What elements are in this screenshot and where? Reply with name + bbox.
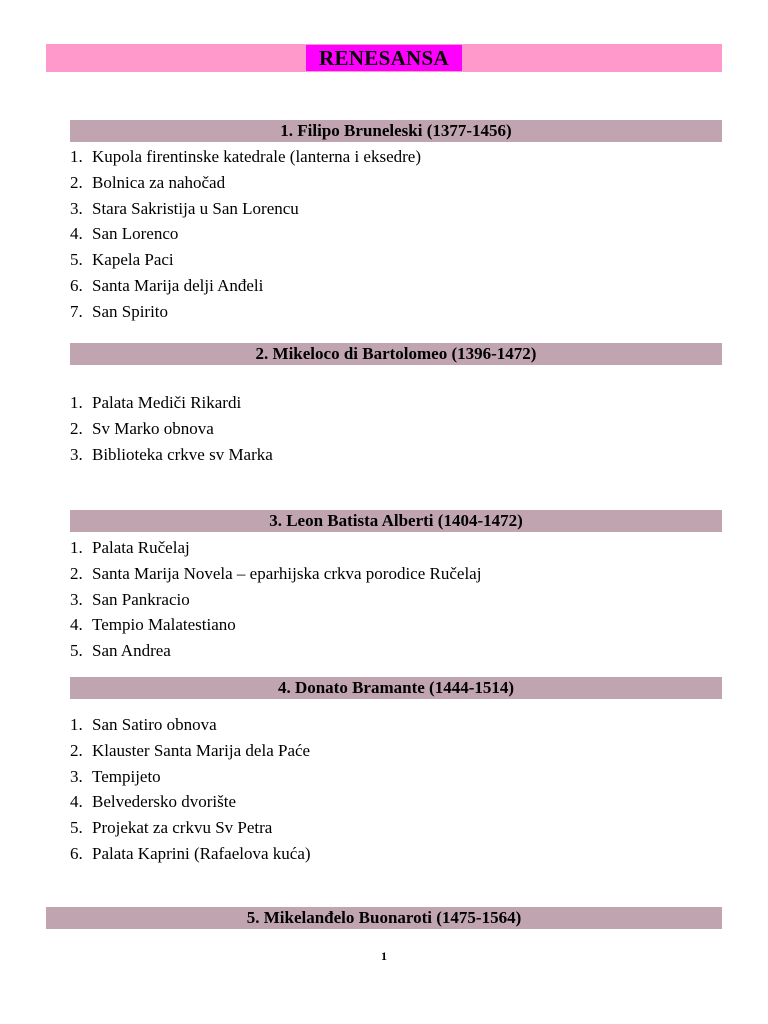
list-item (70, 561, 481, 587)
list-number: 3. (70, 589, 83, 609)
works-list-bruneleski (70, 144, 421, 325)
works-list-alberti (70, 535, 481, 664)
list-number: 7. (70, 301, 83, 321)
list-item (70, 841, 311, 867)
list-item-text: San Lorenco (92, 224, 179, 244)
section-heading-alberti: 3. Leon Batista Alberti (1404-1472) (70, 510, 722, 532)
list-item (70, 789, 311, 815)
list-item-text: Palata Ručelaj (92, 538, 190, 557)
list-item (70, 299, 421, 325)
works-list-bramante (70, 712, 311, 867)
list-item (70, 196, 421, 222)
list-number: 4. (70, 792, 83, 812)
list-item (70, 247, 421, 273)
list-item-text: Santa Marija Novela – eparhijska crkva porodice Ručelaj (92, 563, 482, 583)
list-item-text: Projekat za crkvu Sv Petra (92, 818, 273, 838)
list-item (70, 170, 421, 196)
list-item-text: San Pankracio (92, 589, 190, 609)
list-item-text: Klauster Santa Marija dela Paće (92, 740, 311, 760)
list-number: 4. (70, 224, 83, 244)
list-number: 6. (70, 843, 83, 863)
list-item (70, 221, 421, 247)
document-title: RENESANSA (306, 45, 462, 71)
list-item (70, 416, 273, 442)
list-item-text: Stara Sakristija u San Lorencu (92, 198, 299, 218)
list-number: 5. (70, 818, 83, 838)
list-number: 1. (70, 393, 83, 412)
list-item-text: Belvedersko dvorište (92, 792, 236, 812)
works-list-mikeloco (70, 390, 273, 467)
list-number: 4. (70, 615, 83, 635)
section-heading-mikelandjelo: 5. Mikelanđelo Buonaroti (1475-1564) (46, 907, 722, 929)
list-number: 3. (70, 766, 83, 786)
list-number: 3. (70, 444, 83, 464)
list-number: 6. (70, 275, 83, 295)
list-item (70, 442, 273, 468)
list-number: 5. (70, 250, 83, 270)
list-item-text: Bolnica za nahočad (92, 172, 226, 192)
section-heading-bramante: 4. Donato Bramante (1444-1514) (70, 677, 722, 699)
list-number: 1. (70, 538, 83, 557)
list-number: 2. (70, 172, 83, 192)
list-number: 2. (70, 418, 83, 438)
list-item (70, 587, 481, 613)
list-number: 2. (70, 563, 83, 583)
section-heading-bruneleski: 1. Filipo Bruneleski (1377-1456) (70, 120, 722, 142)
list-item-text: Tempijeto (92, 766, 161, 786)
list-item (70, 535, 481, 561)
list-item-text: Santa Marija delji Anđeli (92, 275, 264, 295)
list-item (70, 712, 311, 738)
list-item (70, 144, 421, 170)
list-number: 3. (70, 198, 83, 218)
list-item-text: Palata Mediči Rikardi (92, 393, 242, 412)
section-heading-mikeloco: 2. Mikeloco di Bartolomeo (1396-1472) (70, 343, 722, 365)
list-item (70, 815, 311, 841)
list-item-text: Sv Marko obnova (92, 418, 214, 438)
list-item (70, 273, 421, 299)
list-item-text: Palata Kaprini (Rafaelova kuća) (92, 843, 311, 863)
list-item (70, 638, 481, 664)
list-number: 2. (70, 740, 83, 760)
list-item-text: Kapela Paci (92, 250, 174, 270)
list-item-text: Tempio Malatestiano (92, 615, 236, 635)
list-item-text: Biblioteka crkve sv Marka (92, 444, 273, 464)
list-item (70, 612, 481, 638)
list-number: 1. (70, 715, 83, 734)
list-item (70, 390, 273, 416)
list-item-text: San Spirito (92, 301, 169, 321)
list-item-text: San Andrea (92, 641, 171, 661)
page-number: 1 (381, 949, 387, 963)
list-item-text: San Satiro obnova (92, 715, 217, 734)
list-number: 5. (70, 641, 83, 661)
list-item (70, 738, 311, 764)
list-number: 1. (70, 147, 83, 166)
list-item (70, 764, 311, 790)
list-item-text: Kupola firentinske katedrale (lanterna i eksedre) (92, 147, 421, 166)
